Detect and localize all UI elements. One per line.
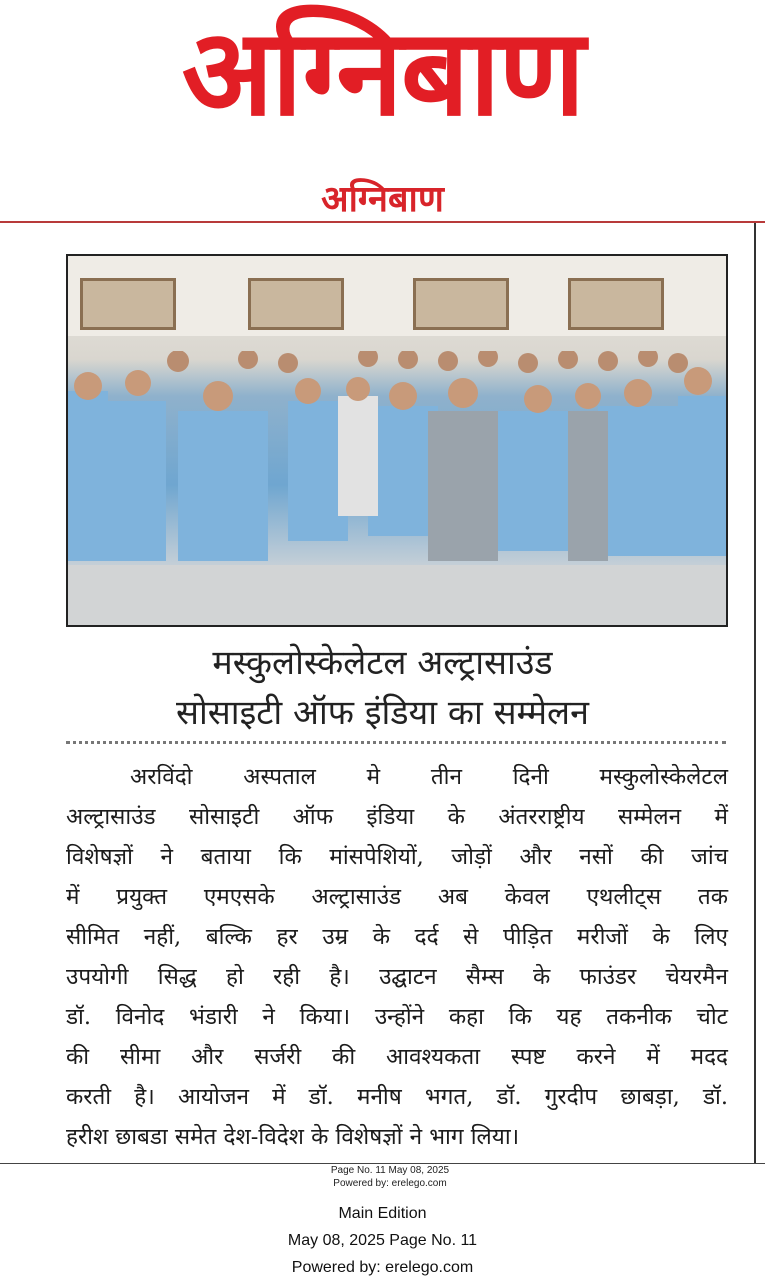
article-line: विशेषज्ञों ने बताया कि मांसपेशियों, जोड़ों और नसों की जांच	[66, 844, 728, 870]
article-line: अरविंदो अस्पताल मे तीन दिनी मस्कुलोस्केलेटल	[130, 764, 728, 790]
article-line: उपयोगी सिद्ध हो रही है। उद्घाटन सैम्स के फाउंडर चेयरमैन	[66, 964, 728, 990]
article-line: सीमित नहीं, बल्कि हर उम्र के दर्द से पीड़ित मरीजों के लिए	[66, 924, 728, 950]
article-line: हरीश छाबडा समेत देश-विदेश के विशेषज्ञों ने भाग लिया।	[66, 1124, 520, 1150]
headline-line-2: सोसाइटी ऑफ इंडिया का सम्मेलन	[176, 693, 589, 733]
group-photo	[66, 254, 728, 627]
page-stamp: Page No. 11 May 08, 2025	[330, 1165, 450, 1176]
newspaper-sublogo: अग्निबाण	[321, 179, 444, 220]
article-line: करती है। आयोजन में डॉ. मनीष भगत, डॉ. गुरदीप छाबड़ा, डॉ.	[66, 1084, 728, 1110]
photo-window	[413, 278, 509, 330]
newspaper-logo: अग्निबाण	[181, 4, 584, 143]
headline-line-1: मस्कुलोस्केलेटल अल्ट्रासाउंड	[212, 643, 553, 683]
photo-floor	[68, 565, 726, 625]
photo-window	[248, 278, 344, 330]
powered-stamp: Powered by: erelego.com	[333, 1178, 447, 1189]
date-page-label: May 08, 2025 Page No. 11	[287, 1232, 478, 1249]
photo-window	[568, 278, 664, 330]
edition-label: Main Edition	[338, 1205, 427, 1222]
header-divider	[0, 221, 765, 223]
article-line: की सीमा और सर्जरी की आवश्यकता स्पष्ट करने में मदद	[66, 1044, 728, 1070]
powered-by-label: Powered by: erelego.com	[291, 1259, 474, 1276]
footer-divider	[0, 1163, 765, 1164]
article-line: डॉ. विनोद भंडारी ने किया। उन्होंने कहा कि यह तकनीक चोट	[66, 1004, 728, 1030]
article-line: अल्ट्रासाउंड सोसाइटी ऑफ इंडिया के अंतरराष्ट्रीय सम्मेलन में	[66, 804, 728, 830]
article-line: में प्रयुक्त एमएसके अल्ट्रासाउंड अब केवल एथलीट्स तक	[66, 884, 728, 910]
masthead	[0, 0, 765, 160]
photo-window	[80, 278, 176, 330]
photo-crowd	[68, 351, 726, 561]
headline-divider	[66, 741, 726, 744]
